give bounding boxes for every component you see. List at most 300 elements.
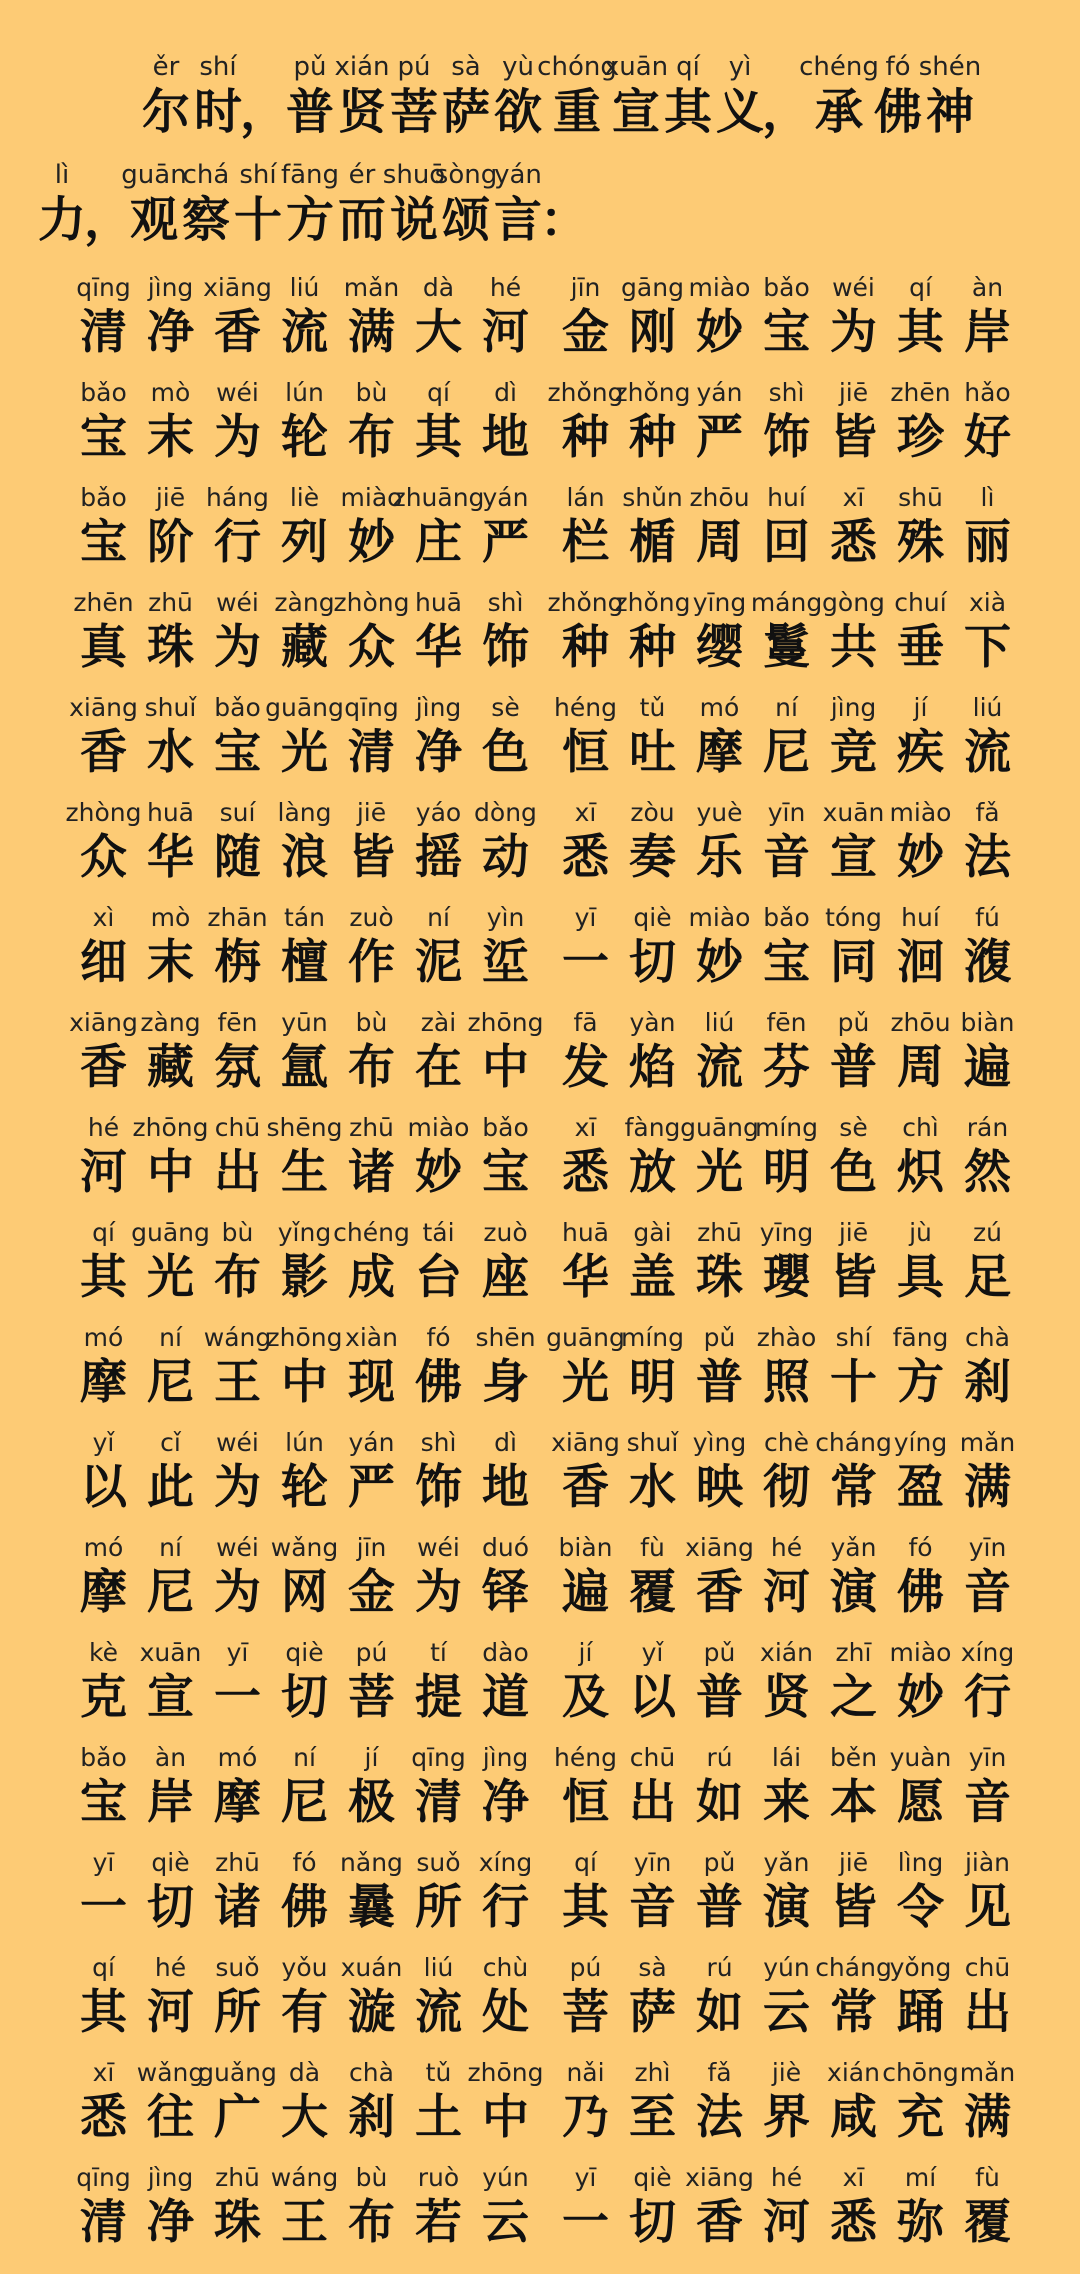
char-cell (753, 2056, 820, 2146)
hanzi: 明 (629, 1355, 676, 1410)
verse-right (546, 1306, 1021, 1411)
char-cell (140, 50, 192, 140)
pinyin: jiē (155, 483, 186, 512)
hanzi: 流 (964, 725, 1011, 780)
char-cell (271, 481, 338, 571)
hanzi: 摇 (415, 830, 462, 885)
char-cell (686, 691, 753, 781)
pinyin: xiàn (345, 1323, 398, 1352)
verse-row (0, 1831, 1080, 1936)
char-cell (753, 376, 820, 466)
char-cell (882, 2056, 959, 2146)
hanzi: 宝 (763, 935, 810, 990)
char-cell (686, 1951, 753, 2041)
pinyin: wáng (203, 1323, 272, 1352)
verse-right (552, 256, 1021, 361)
char-cell (887, 691, 954, 781)
pinyin: fāng (892, 1323, 949, 1352)
char-cell (472, 376, 539, 466)
hanzi: 珍 (897, 410, 944, 465)
verse-right (552, 886, 1021, 991)
pinyin: xiāng (685, 2163, 754, 2192)
char-cell (265, 691, 344, 781)
char-cell (619, 1216, 686, 1306)
char-cell (552, 796, 619, 886)
pinyin: rán (966, 1113, 1009, 1142)
hanzi: 覆 (629, 1565, 676, 1620)
hanzi: 清 (348, 725, 395, 780)
hanzi: 满 (964, 1460, 1011, 1515)
verse-left (65, 781, 539, 886)
pinyin: jí (364, 1743, 379, 1772)
pinyin: fàng (624, 1113, 681, 1142)
hanzi: 清 (80, 305, 127, 360)
pinyin: guāng (680, 1113, 759, 1142)
hanzi: 布 (214, 1250, 261, 1305)
hanzi: 乐 (696, 830, 743, 885)
char-cell (552, 1951, 619, 2041)
pinyin: bǎo (763, 903, 810, 932)
pinyin: yún (482, 2163, 529, 2192)
hanzi: 之 (830, 1670, 877, 1725)
char-cell (271, 1846, 338, 1936)
hanzi: 为 (830, 305, 877, 360)
char-cell (271, 1741, 338, 1831)
pinyin: jìng (482, 1743, 529, 1772)
char-cell (204, 1636, 271, 1726)
hanzi: 水 (147, 725, 194, 780)
hanzi: 悉 (562, 1145, 609, 1200)
hanzi: ， (762, 84, 811, 140)
hanzi: 如 (696, 1985, 743, 2040)
pinyin: mǎn (959, 2058, 1016, 2087)
pinyin: ní (775, 693, 798, 722)
char-cell (686, 1321, 753, 1411)
char-cell (131, 1216, 210, 1306)
hanzi: 香 (696, 1565, 743, 1620)
hanzi: 盖 (629, 1250, 676, 1305)
pinyin: fù (640, 1533, 665, 1562)
pinyin: sè (839, 1113, 868, 1142)
char-cell (137, 2056, 204, 2146)
hanzi: 一 (214, 1670, 261, 1725)
char-cell (280, 158, 340, 248)
pinyin: zhǒng (614, 588, 691, 617)
char-cell (686, 1636, 753, 1726)
pinyin: zhōu (890, 1008, 951, 1037)
hanzi: 座 (482, 1250, 529, 1305)
hanzi: 河 (482, 305, 529, 360)
hanzi: 轮 (281, 410, 328, 465)
hanzi: 氛 (214, 1040, 261, 1095)
pinyin: fó (885, 52, 911, 82)
hanzi: 网 (281, 1565, 328, 1620)
pinyin: xī (574, 798, 597, 827)
char-cell (686, 1846, 753, 1936)
hanzi: 随 (214, 830, 261, 885)
char-cell (70, 1636, 137, 1726)
char-cell (137, 481, 204, 571)
char-cell (271, 1636, 338, 1726)
hanzi: 垽 (482, 935, 529, 990)
verse-right (552, 676, 1021, 781)
char-cell (887, 1426, 954, 1516)
pinyin: miào (688, 273, 751, 302)
verse-row (0, 256, 1080, 361)
pinyin: pǔ (293, 52, 327, 82)
char-cell (552, 2161, 619, 2251)
pinyin: xián (827, 2058, 880, 2087)
pinyin: yǒu (281, 1953, 328, 1982)
hanzi: 布 (348, 1040, 395, 1095)
char-cell (918, 50, 982, 140)
hanzi: 王 (281, 2195, 328, 2250)
hanzi: 清 (415, 1775, 462, 1830)
pinyin: zhōng (467, 1008, 544, 1037)
hanzi: 为 (415, 1565, 462, 1620)
hanzi: 种 (562, 620, 609, 675)
verse-left (70, 1726, 539, 1831)
pinyin: bǎo (482, 1113, 529, 1142)
pinyin: zài (420, 1008, 457, 1037)
char-cell (271, 1531, 338, 1621)
char-cell (552, 2056, 619, 2146)
pinyin: shuō (382, 160, 446, 190)
pinyin: zhǒng (614, 378, 691, 407)
hanzi: 阶 (147, 515, 194, 570)
char-cell (686, 2161, 753, 2251)
hanzi: 宣 (830, 830, 877, 885)
hanzi: 方 (897, 1355, 944, 1410)
char-cell (472, 1111, 539, 1201)
hanzi: 行 (214, 515, 261, 570)
hanzi: 芬 (763, 1040, 810, 1095)
pinyin: pǔ (703, 1638, 736, 1667)
hanzi: 河 (147, 1985, 194, 2040)
char-cell (472, 1846, 539, 1936)
char-cell (820, 691, 887, 781)
hanzi: 作 (348, 935, 395, 990)
char-cell (204, 901, 271, 991)
hanzi: 众 (348, 620, 395, 675)
char-cell (405, 796, 472, 886)
hanzi: 照 (763, 1355, 810, 1410)
verse-left (70, 1621, 539, 1726)
pinyin: yuàn (889, 1743, 952, 1772)
pinyin: jí (578, 1638, 593, 1667)
hanzi: 严 (348, 1460, 395, 1515)
pinyin: míng (754, 1113, 818, 1142)
char-cell (686, 796, 753, 886)
pinyin: ní (427, 903, 450, 932)
pinyin: chū (629, 1743, 676, 1772)
char-cell (338, 1426, 405, 1516)
hanzi: 其 (897, 305, 944, 360)
char-cell (753, 1636, 820, 1726)
pinyin: míng (620, 1323, 684, 1352)
verse-row (0, 1411, 1080, 1516)
hanzi: 尼 (281, 1775, 328, 1830)
hanzi: 宝 (214, 725, 261, 780)
char-cell (405, 1741, 472, 1831)
pinyin: lìng (897, 1848, 944, 1877)
hanzi: 楯 (629, 515, 676, 570)
hanzi: 珠 (147, 620, 194, 675)
pinyin: fǎ (707, 2058, 732, 2087)
char-cell (180, 158, 232, 248)
hanzi: 覆 (964, 2195, 1011, 2250)
hanzi: 周 (696, 515, 743, 570)
hanzi: 一 (562, 935, 609, 990)
pinyin: yíng (893, 1428, 948, 1457)
char-cell (271, 1216, 338, 1306)
pinyin: guāng (546, 1323, 625, 1352)
hanzi: 金 (348, 1565, 395, 1620)
verse-row (0, 781, 1080, 886)
char-cell (405, 901, 472, 991)
pinyin: dì (494, 378, 517, 407)
pinyin: yī (574, 2163, 597, 2192)
char-cell (619, 1531, 686, 1621)
char-cell (603, 50, 669, 140)
char-cell (70, 1111, 137, 1201)
pinyin: zhū (148, 588, 193, 617)
hanzi: 中 (482, 1040, 529, 1095)
hanzi: 然 (964, 1145, 1011, 1200)
hanzi: 一 (80, 1880, 127, 1935)
pinyin: jìng (415, 693, 462, 722)
hanzi: 河 (763, 1565, 810, 1620)
hanzi: 尼 (147, 1565, 194, 1620)
hanzi: 为 (214, 410, 261, 465)
pinyin: bǎo (80, 483, 127, 512)
hanzi: 音 (629, 1880, 676, 1935)
char-cell (820, 586, 887, 676)
pinyin: wǎng (136, 2058, 205, 2087)
pinyin: máng (750, 588, 823, 617)
char-cell (954, 1111, 1021, 1201)
hanzi: 为 (214, 1565, 261, 1620)
pinyin: guāng (131, 1218, 210, 1247)
pinyin: bù (355, 1008, 388, 1037)
pinyin: jīn (356, 1533, 387, 1562)
char-cell (271, 1006, 338, 1096)
char-cell (338, 2056, 405, 2146)
char-cell (338, 1951, 405, 2041)
pinyin: yìng (692, 1428, 747, 1457)
pinyin: zhuāng (392, 483, 485, 512)
char-cell (388, 50, 440, 140)
hanzi: 诸 (348, 1145, 395, 1200)
hanzi: 下 (964, 620, 1011, 675)
pinyin: ruò (417, 2163, 460, 2192)
hanzi: 满 (348, 305, 395, 360)
pinyin: běn (829, 1743, 878, 1772)
char-cell (137, 691, 204, 781)
char-cell (686, 271, 753, 361)
char-cell (472, 1426, 539, 1516)
hanzi: 常 (830, 1985, 877, 2040)
char-cell (392, 481, 485, 571)
hanzi: 金 (562, 305, 609, 360)
pinyin: dòng (474, 798, 537, 827)
hanzi: ， (84, 192, 133, 248)
hanzi: 神 (925, 84, 974, 140)
hanzi: 摩 (80, 1355, 127, 1410)
hanzi: 身 (482, 1355, 529, 1410)
hanzi: 以 (629, 1670, 676, 1725)
char-cell (70, 376, 137, 466)
pinyin: zòu (630, 798, 675, 827)
pinyin: yǐ (92, 1428, 115, 1457)
pinyin: zhào (756, 1323, 817, 1352)
pinyin: guǎng (198, 2058, 277, 2087)
hanzi: 妙 (897, 830, 944, 885)
hanzi: 见 (964, 1880, 1011, 1935)
char-cell (887, 1006, 954, 1096)
verse-left (70, 1516, 539, 1621)
pinyin: zhōng (132, 1113, 209, 1142)
char-cell (820, 2056, 887, 2146)
hanzi: 发 (562, 1040, 609, 1095)
char-cell (820, 1636, 887, 1726)
hanzi: 王 (214, 1355, 261, 1410)
pinyin: cháng (815, 1953, 892, 1982)
hanzi: 悉 (80, 2090, 127, 2145)
hanzi: 殊 (897, 515, 944, 570)
hanzi: 重 (552, 84, 601, 140)
verse-row (0, 466, 1080, 571)
hanzi: 轮 (281, 1460, 328, 1515)
hanzi: 诸 (214, 1880, 261, 1935)
hanzi: 克 (80, 1670, 127, 1725)
char-cell (614, 376, 691, 466)
hanzi: 观 (129, 192, 178, 248)
hanzi: 净 (415, 725, 462, 780)
char-cell (753, 481, 820, 571)
char-cell (820, 1006, 887, 1096)
pinyin: zuò (483, 1218, 528, 1247)
pinyin: yán (494, 160, 542, 190)
pinyin: wéi (417, 1533, 460, 1562)
hanzi: 疾 (897, 725, 944, 780)
hanzi: 尼 (147, 1355, 194, 1410)
hanzi: 咸 (830, 2090, 877, 2145)
pinyin: yīng (759, 1218, 814, 1247)
char-cell (686, 1006, 753, 1096)
pinyin: mó (217, 1743, 258, 1772)
pinyin: lì (980, 483, 995, 512)
hanzi: 色 (482, 725, 529, 780)
pinyin: duó (481, 1533, 529, 1562)
pinyin: chū (964, 1953, 1011, 1982)
pinyin: shén (918, 52, 982, 82)
hanzi: 普 (830, 1040, 877, 1095)
pinyin: jiàn (964, 1848, 1011, 1877)
pinyin: fó (292, 1848, 317, 1877)
hanzi: 切 (629, 2195, 676, 2250)
hanzi: 香 (80, 725, 127, 780)
char-cell (552, 1846, 619, 1936)
pinyin: pǔ (703, 1848, 736, 1877)
pinyin: suǒ (416, 1848, 461, 1877)
char-cell (405, 586, 472, 676)
pinyin: ní (159, 1323, 182, 1352)
char-cell (137, 1321, 204, 1411)
pinyin: huā (561, 1218, 609, 1247)
hanzi: 大 (415, 305, 462, 360)
hanzi: 行 (482, 1880, 529, 1935)
char-cell (954, 901, 1021, 991)
char-cell (204, 2161, 271, 2251)
pinyin: huā (414, 588, 462, 617)
verse-left (70, 256, 539, 361)
pinyin: fó (426, 1323, 451, 1352)
char-cell (132, 1111, 209, 1201)
pinyin: tóng (825, 903, 882, 932)
hanzi: 刹 (348, 2090, 395, 2145)
char-cell (552, 1741, 619, 1831)
pinyin: qīng (411, 1743, 466, 1772)
verse-row (0, 1516, 1080, 1621)
hanzi: 宝 (482, 1145, 529, 1200)
hanzi: 行 (964, 1670, 1011, 1725)
char-cell (686, 481, 753, 571)
pinyin: zhū (215, 1848, 260, 1877)
hanzi: 末 (147, 935, 194, 990)
pinyin: miào (889, 1638, 952, 1667)
verse-left (70, 361, 539, 466)
pinyin: hé (770, 2163, 803, 2192)
char-cell (472, 901, 539, 991)
pinyin: qí (909, 273, 932, 302)
char-cell (405, 271, 472, 361)
char-cell (552, 901, 619, 991)
hanzi: 种 (629, 410, 676, 465)
char-cell (338, 1531, 405, 1621)
pinyin: yǎn (830, 1533, 877, 1562)
char-cell (619, 1321, 686, 1411)
hanzi: 宣 (147, 1670, 194, 1725)
pinyin: jìng (147, 273, 194, 302)
pinyin: liú (423, 1953, 454, 1982)
pinyin: xì (92, 903, 115, 932)
hanzi: 其 (663, 84, 712, 140)
hanzi: 所 (415, 1880, 462, 1935)
verse-right (552, 1516, 1021, 1621)
pinyin: jù (909, 1218, 932, 1247)
hanzi: 音 (763, 830, 810, 885)
pinyin: qiè (151, 1848, 190, 1877)
pinyin: pú (397, 52, 431, 82)
pinyin: jiè (771, 2058, 802, 2087)
char-cell (619, 2161, 686, 2251)
char-cell (70, 1846, 137, 1936)
char-cell (619, 1111, 686, 1201)
pinyin: jīn (570, 273, 601, 302)
pinyin: xuān (139, 1638, 202, 1667)
hanzi: 而 (337, 192, 386, 248)
char-cell (887, 901, 954, 991)
hanzi: 丽 (964, 515, 1011, 570)
char-cell (137, 1741, 204, 1831)
pinyin: chéng (333, 1218, 410, 1247)
pinyin: lún (285, 1428, 324, 1457)
char-cell (204, 1321, 271, 1411)
pinyin: zhǒng (547, 588, 624, 617)
hanzi: 现 (348, 1355, 395, 1410)
char-cell (887, 271, 954, 361)
